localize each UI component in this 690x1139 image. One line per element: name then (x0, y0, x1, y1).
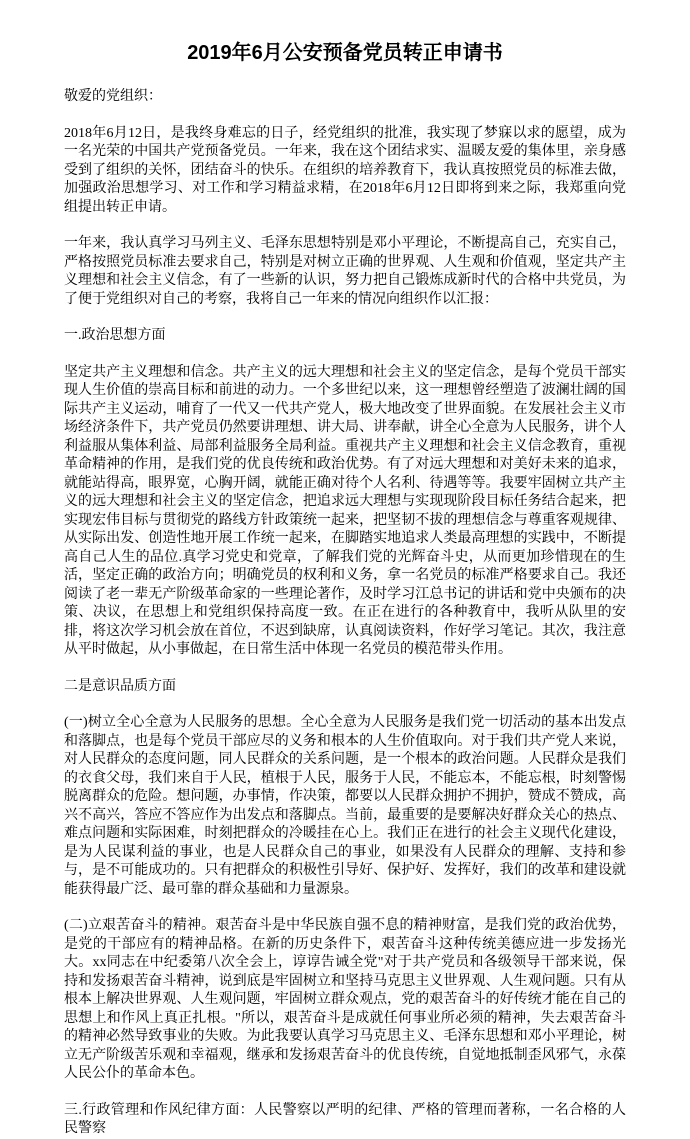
paragraph-hard-work-spirit: (二)立艰苦奋斗的精神。艰苦奋斗是中华民族自强不息的精神财富，是我们党的政治优势，是党的干部应有的精神品格。在新的历史条件下，艰苦奋斗这种传统美德应进一步发扬光大。xx同志在中纪委第八次全会上，谆谆告诫全党"对于共产党员和各级领导干部来说，保持和发扬艰苦奋斗精神，说到底是牢固树立和坚持马克思主义世界观、人生观问题。只有从根本上解决世界观、人生观问题，牢固树立群众观点，党的艰苦奋斗的好传统才能在自己的思想上和作风上真正扎根。"所以，艰苦奋斗是成就任何事业所必须的精神，失去艰苦奋斗的精神必然导致事业的失败。为此我要认真学习马克思主义、毛泽东思想和邓小平理论，树立无产阶级苦乐观和幸福观，继承和发扬艰苦奋斗的优良传统，自觉地抵制歪风邪气，永葆人民公仆的革命本色。 (64, 918, 626, 1081)
paragraph-serve-the-people: (一)树立全心全意为人民服务的思想。全心全意为人民服务是我们党一切活动的基本出发点和落脚点，也是每个党员干部应尽的义务和根本的人生价值取向。对于我们共产党人来说，对人民群众的态度问题，同人民群众的关系问题，是一个根本的政治问题。人民群众是我们的衣食父母，我们来自于人民，植根于人民，服务于人民，不能忘本，不能忘根，时刻警惕脱离群众的危险。想问题，办事情，作决策，都要以人民群众拥护不拥护，赞成不赞成，高兴不高兴，答应不答应作为出发点和落脚点。当前，最重要的是要解决好群众关心的热点、难点问题和实际困难，时刻把群众的冷暖挂在心上。我们正在进行的社会主义现代化建设，是为人民谋利益的事业，也是人民群众自己的事业，如果没有人民群众的理解、支持和参与，是不可能成功的。只有把群众的积极性引导好、保护好、发挥好，我们的改革和建设就能获得最广泛、最可靠的群众基础和力量源泉。 (64, 715, 626, 897)
section-heading-consciousness-quality: 二是意识品质方面 (64, 678, 176, 694)
paragraph-overview: 一年来，我认真学习马列主义、毛泽东思想特别是邓小平理论，不断提高自己，充实自己，严格按照党员标准去要求自己，特别是对树立正确的世界观、人生观和价值观，坚定共产主义理想和社会主义信念，有了一些新的认识，努力把自己锻炼成新时代的合格中共党员，为了便于党组织对自己的考察，我将自己一年来的情况向组织作以汇报： (64, 236, 626, 307)
document-body (64, 125, 626, 1139)
paragraph-intro: 2018年6月12日，是我终身难忘的日子，经党组织的批准，我实现了梦寐以求的愿望，成为一名光荣的中国共产党预备党员。一年来，我在这个团结求实、温暖友爱的集体里，亲身感受到了组织的关怀，团结奋斗的快乐。在组织的培养教育下，我认真按照党员的标准去做，加强政治思想学习、对工作和学习精益求精，在2018年6月12日即将到来之际，我郑重向党组提出转正申请。 (64, 125, 626, 215)
salutation: 敬爱的党组织： (64, 89, 162, 104)
section-heading-political-thought: 一.政治思想方面 (64, 328, 166, 343)
paragraph-discipline: 三.行政管理和作风纪律方面：人民警察以严明的纪律、严格的管理而著称，一名合格的人民警察 (64, 1102, 626, 1136)
page-title: 2019年6月公安预备党员转正申请书 (187, 42, 503, 64)
paragraph-political-thought: 坚定共产主义理想和信念。共产主义的远大理想和社会主义的坚定信念，是每个党员干部实现人生价值的崇高目标和前进的动力。一个多世纪以来，这一理想曾经塑造了波澜壮阔的国际共产主义运动，哺育了一代又一代共产党人，极大地改变了世界面貌。在发展社会主义市场经济条件下，共产党员仍然要讲理想、讲大局、讲奉献，讲全心全意为人民服务，讲个人利益服从集体利益、局部利益服务全局利益。重视共产主义理想和社会主义信念教育，重视革命精神的作用，是我们党的优良传统和政治优势。有了对远大理想和对美好未来的追求，就能站得高，眼界宽，心胸开阔，就能正确对待个人名利、待遇等等。我要牢固树立共产主义的远大理想和社会主义的坚定信念，把追求远大理想与实现现阶段目标任务结合起来，把实现宏伟目标与贯彻党的路线方针政策统一起来，把坚韧不拔的理想信念与尊重客观规律、从实际出发、创造性地开展工作统一起来，在脚踏实地追求人类最高理想的实践中，不断提高自己人生的品位.真学习党史和党章，了解我们党的光辉奋斗史，从而更加珍惜现在的生活，坚定正确的政治方向；明确党员的权利和义务，拿一名党员的标准严格要求自己。我还阅读了老一辈无产阶级革命家的一些理论著作，及时学习江总书记的讲话和党中央颁布的决策、决议，在思想上和党组织保持高度一致。在正在进行的各种教育中，我听从队里的安排，将这次学习机会放在首位，不迟到缺席，认真阅读资料，作好学习笔记。其次，我注意从平时做起，从小事做起，在日常生活中体现一名党员的模范带头作用。 (64, 364, 626, 657)
